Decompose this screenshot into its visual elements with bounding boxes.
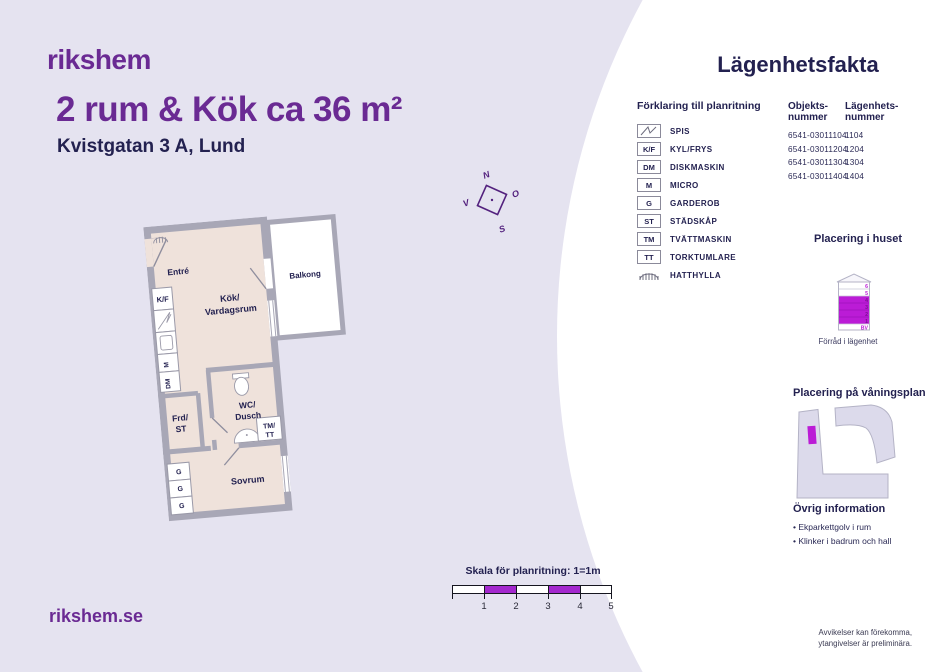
facts-title: Lägenhetsfakta (717, 52, 879, 77)
label-tm: TM/ (262, 422, 276, 431)
lgh-value: 1104 (845, 131, 864, 140)
legend-heading: Förklaring till planritning (637, 100, 761, 112)
legend-label: HATTHYLLA (670, 270, 721, 280)
apartment-position-marker (807, 426, 816, 445)
scale-heading: Skala för planritning: 1=1m (465, 565, 601, 577)
lgh-value: 1404 (845, 171, 865, 181)
objekt-value: 6541-03011104 (788, 131, 847, 140)
label-g3: G (178, 502, 185, 511)
legend-item-st (637, 212, 787, 230)
legend-label: TVÄTTMASKIN (670, 234, 732, 244)
legend-item-kf (637, 140, 787, 158)
floor-bv: BV (860, 325, 868, 332)
scale-tick (548, 585, 549, 599)
scale-number: 5 (608, 601, 614, 612)
header-line: nummer (845, 112, 885, 123)
legend-key: DM (637, 160, 661, 174)
scale-number: 4 (577, 601, 583, 612)
legend-key: TT (637, 250, 661, 264)
legend-label: KYL/FRYS (670, 144, 713, 154)
label-tt: TT (265, 431, 275, 440)
label-micro: M (163, 361, 171, 368)
label-frd-1: Frd/ (171, 412, 189, 424)
label-kok-2: Vardagsrum (204, 302, 258, 318)
label-dishwasher: DM (164, 378, 173, 390)
lgh-value: 1304 (845, 158, 865, 168)
label-wc-1: WC/ (238, 399, 256, 411)
plan-legend (637, 100, 787, 284)
legend-key: TM (637, 232, 661, 246)
scale-tick (452, 585, 453, 599)
legend-key: ST (637, 214, 661, 228)
lgh-value: 1204 (845, 144, 865, 154)
ovrig-item: • Klinker i badrum och hall (793, 535, 891, 549)
header-line: Lägenhets- (845, 101, 899, 112)
legend-item-tm (637, 230, 787, 248)
label-kf: K/F (156, 294, 170, 305)
legend-item-dm (637, 158, 787, 176)
scale-number: 3 (545, 601, 551, 612)
floor-position-map (791, 402, 903, 507)
floor-5: 5 (865, 291, 868, 297)
legend-key: M (637, 178, 661, 192)
ovrig-information-heading: Övrig information (793, 503, 886, 515)
compass-south: S (497, 223, 507, 235)
scale-tick (580, 585, 581, 599)
legend-label: DISKMASKIN (670, 162, 725, 172)
label-g1: G (175, 468, 182, 477)
label-kok-1: Kök/ (219, 292, 240, 304)
hatrack-icon (637, 268, 661, 282)
scale-number: 2 (513, 601, 519, 612)
legend-item-spis (637, 122, 787, 140)
legend-label: MICRO (670, 180, 699, 190)
placering-huset-heading: Placering i huset (813, 233, 903, 245)
stove-icon (637, 124, 661, 138)
building-roof (837, 274, 871, 282)
disclaimer (700, 627, 912, 649)
floor-3: 3 (865, 305, 868, 311)
scale-tick (516, 585, 517, 599)
objekt-value: 6541-03011304 (788, 158, 848, 168)
compass-north: N (481, 169, 491, 181)
compass (452, 162, 536, 243)
legend-item-tt (637, 248, 787, 266)
rikshem-logo: rikshem (47, 44, 151, 75)
legend-key: K/F (637, 142, 661, 156)
forrad-caption: Förråd i lägenhet (818, 337, 878, 346)
label-entre: Entré (166, 265, 190, 278)
header-line: Objekts- (788, 101, 829, 112)
header-line: nummer (788, 112, 828, 123)
scale-segment-filled (549, 586, 581, 593)
ovrig-information-list (793, 521, 891, 548)
disclaimer-line: ytangivelser är preliminära. (818, 639, 912, 648)
building-diagram (835, 272, 873, 339)
scale-bar (452, 585, 612, 594)
compass-center-dot (491, 199, 493, 201)
lagenhetsnummer-column (845, 101, 915, 183)
placering-vaningsplan-heading: Placering på våningsplan (793, 387, 926, 399)
floor-6: 6 (865, 284, 868, 290)
lagenhetsnummer-header (845, 101, 915, 123)
legend-label: STÄDSKÅP (670, 216, 718, 226)
legend-item-g (637, 194, 787, 212)
objekt-value: 6541-03011204 (788, 144, 848, 154)
label-sovrum: Sovrum (230, 473, 265, 487)
scale-tick (611, 585, 612, 599)
floorplan (143, 210, 368, 526)
floor-4: 4 (865, 298, 868, 304)
scale-tick (484, 585, 485, 599)
floorplan-drawing (143, 210, 368, 526)
label-g2: G (177, 485, 184, 494)
floor-2: 2 (865, 312, 868, 318)
page-title: 2 rum & Kök ca 36 m² (56, 90, 402, 129)
address: Kvistgatan 3 A, Lund (57, 136, 246, 157)
building-wing-right (835, 405, 895, 463)
label-frd-2: ST (175, 423, 187, 435)
legend-label: TORKTUMLARE (670, 252, 737, 262)
website-link[interactable]: rikshem.se (49, 606, 144, 626)
compass-east: O (510, 187, 521, 200)
scale-number: 1 (481, 601, 487, 612)
label-balkong: Balkong (288, 269, 322, 281)
disclaimer-line: Avvikelser kan förekomma, (818, 628, 912, 637)
legend-item-hatthylla (637, 266, 787, 284)
legend-key: G (637, 196, 661, 210)
legend-item-m (637, 176, 787, 194)
compass-west: V (461, 197, 471, 209)
floor-1: 1 (865, 319, 868, 325)
label-wc-2: Dusch (234, 409, 262, 422)
sink-box (156, 331, 178, 355)
scale-segment-filled (485, 586, 517, 593)
legend-label: GARDEROB (670, 198, 720, 208)
legend-label: SPIS (670, 126, 690, 136)
ovrig-item: • Ekparkettgolv i rum (793, 521, 891, 535)
objekt-value: 6541-03011404 (788, 171, 848, 181)
